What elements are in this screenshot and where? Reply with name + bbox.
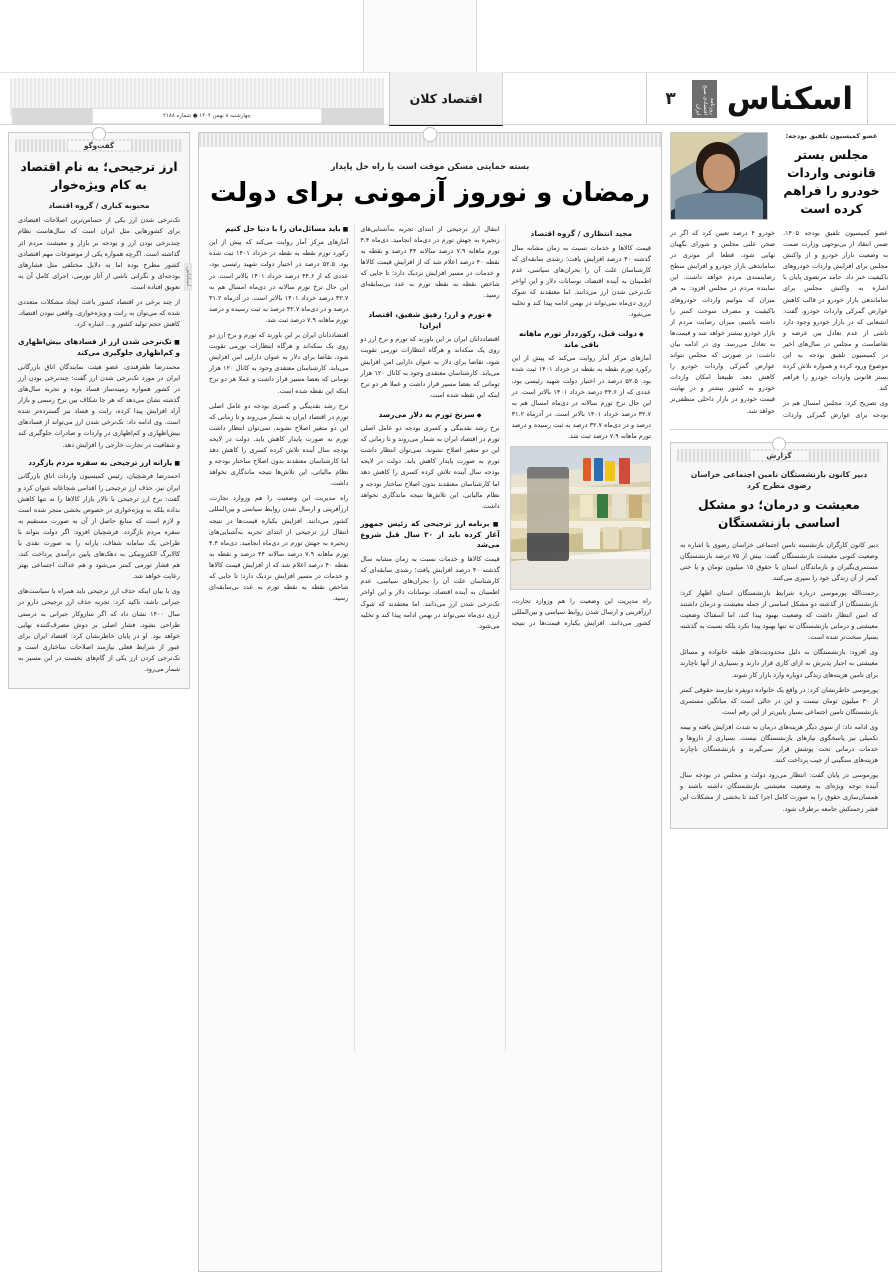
card-tab-strip <box>677 449 881 462</box>
paragraph: اقتصاددانان ایران بر این باورند که تورم و نرخ ارز دو روی یک سکه‌اند و هرگاه انتظارات تورمی تقویت شود، تقاضا برای دلار به عنوان دارایی امن افزایش می‌یابد. کارشناسان معتقدی وجود به کانال ۱۲۰ هزار تومانی که بعضا مسیر قرار داشت و عملا هر دو نرخ اینکه این نقطه شده است. <box>360 335 500 399</box>
feature-kicker: بسته حمایتی مسکن موقت است یا راه حل پایدار <box>330 161 530 171</box>
paragraph: وی ادامه داد: از سوی دیگر هزینه‌های درمان به شدت افزایش یافته و بیمه تکمیلی نیز پاسخگوی نیازهای بازنشستگان نیست. بسیاری از داروها و خدمات درمانی تحت پوشش قرار نمی‌گیرند و بازنشستگان ناچارند هزینه‌های سنگینی از جیب پرداخت کنند. <box>680 722 878 765</box>
column-left <box>8 132 190 1272</box>
date-bar-block-right <box>322 108 384 124</box>
mp-portrait-photo <box>670 132 768 220</box>
card-tab-strip <box>15 139 183 152</box>
product-package <box>619 458 630 484</box>
paragraph: وی تصریح کرد: مجلس امسال هم در بودجه برای عوارض گمرکی واردات خودرو ۴ درصد تعیین کرد که اگر در صحن علنی مجلس و شورای نگهبان نهایی شود، قطعا اثر موثری در ساماندهی بازار خودرو و افزایش سطح رضایتمندی مردم خواهد داشت. این نماینده مردم در مجلس افزود: به هر میزان که بتوانیم واردات خودروهای باکیفیت و مصرف سوخت کمتر را داشته باشیم، میزان رضایت مردم از بازار خودرو بیشتر خواهد شد و قیمت‌ها به تعادل می‌رسد. وی در ادامه بیان داشت: در صورتی که مجلس بتواند عوارض گمرکی واردات خودرو را کاهش دهد، طبیعتا امکان واردات خودرو به کشور بیشتر و در نهایت قیمت خودرو در بازار داخلی منطقی‌تر خواهد شد. <box>670 229 888 419</box>
top-right-kicker: عضو کمیسیون تلفیق بودجه: <box>785 132 878 140</box>
report-kicker: دبیر کانون بازنشستگان تامین اجتماعی خراسان رضوی مطرح کرد <box>690 469 868 491</box>
page-top-strip <box>0 0 896 72</box>
product-package <box>612 493 626 519</box>
paragraph: راه مدیریت این وضعیت را هم وزوارد تجارت، ارزآفرینی و ارسال شدن روابط سیاسی و بین‌المللی کشور می‌دانند. افزایش یکباره قیمت‌ها در نتیجه انتقال ارز ترجیحی از ابتدای تجربه به‌آشنایی‌های زنجیره به جهش تورم در دی‌ماه انجامید. دی‌ماه ۴.۴ تورم ماهانه ۷.۹ درصد سالانه ۴۴ درصد و نقطه به نقطه ۴۰ درصد اعلام شد که از افزایش قیمت کالاها و خدمات در مسیر افزایش نزدیک دارد؛ تا جایی که شاخص نقطه به نقطه تورم به عدد بی‌سابقه‌ای رسید. <box>360 224 651 628</box>
feature-headline: رمضان و نوروز آزمونی برای دولت <box>209 178 651 208</box>
top-right-body <box>670 228 888 421</box>
report-card <box>670 442 888 829</box>
paragraph: وی با بیان اینکه حذف ارز ترجیحی باید همراه با سیاست‌های جبرانی باشد، تاکید کرد: تجربه حذف ارز ترجیحی دارو در سال ۱۴۰۰ نشان داد که اگر سازوکار جبرانی به درستی طراحی نشود، فشار اصلی بر دوش مصرف‌کننده نهایی خواهد بود. او در پایان خاطرنشان کرد: اقتصاد ایران برای عبور از شرایط فعلی نیازمند اصلاحات ساختاری است و تک‌نرخی کردن ارز یکی از گام‌های نخست در این مسیر به شمار می‌رود. <box>18 587 180 674</box>
opinion-bullet-title: ■ تک‌نرخی شدن ارز از فسادهای بیش‌اظهاری و کم‌اظهاری جلوگیری می‌کند <box>18 337 180 359</box>
report-tab-label: گزارش <box>750 451 807 460</box>
feature-pin-icon <box>423 127 438 142</box>
product-package <box>605 461 615 481</box>
top-notch <box>363 0 477 72</box>
opinion-byline: محبوبه کباری / گروه اقتصاد <box>48 201 150 211</box>
masthead-vertical-tag: روزنامه اقتصادی صبح ایران <box>692 80 717 118</box>
issue-date: چهارشنبه ۸ بهمن ۱۴۰۴ ● شماره ۲۱۸۸ <box>92 108 322 124</box>
page-number: ۳ <box>665 89 676 109</box>
column-center <box>198 132 662 1272</box>
feature-subhead: ◆ تورم و ارز؛ رفیق شفیق، اقتصاد ایران! <box>360 309 499 331</box>
paragraph: عضو کمیسیون تلفیق بودجه ۱۴۰۵، ضمن انتقاد از بی‌توجهی وزارت صمت به وضعیت بازار خودرو و از واکنش مجلس برای افزایش واردات خودروهای باکیفیت خبر داد. حامد مرتضوی پایان با اشاره به واکنش مجلس برای ساماندهی بازار خودرو در قالب کاهش عوارض گمرکی واردات خودرو، گفت: انشعابی که در بازار خودرو وجود دارد ناشی از عدم تعادل بین عرضه و تقاضاست و مجلس در سال‌های اخیر در کمیسیون تلفیق بودجه به این موضوع ورود کرده و همواره تلاش کرده بستر قانونی واردات خودرو را فراهم کند. <box>783 229 888 393</box>
product-package <box>597 494 608 518</box>
side-vertical-label: اسکناس <box>184 263 192 291</box>
top-right-text <box>775 132 888 218</box>
masthead-wordmark: اسکناس <box>726 80 853 117</box>
section-tab-macroeconomy[interactable]: اقتصاد کلان <box>389 72 503 126</box>
paragraph: قیمت کالاها و خدمات نسبت به زمان مشابه سال گذشته ۴۰ درصد افزایش یافت؛ رشدی سابقه‌ای که کارشناسان علت آن را بحران‌های سیاسی، عدم اطمینان به آینده اقتصاد، نوسانات دلار و این اواخر تک‌نرخی شدن ارز می‌دانند. اما معتقدند که شوک ارزی دی‌ماه نمی‌تواند در بهمن ادامه پیدا کند و تخلیه می‌شود. <box>360 555 500 630</box>
opinion-card <box>8 132 190 689</box>
page-content <box>0 132 896 1272</box>
supermarket-photo <box>510 446 651 590</box>
paragraph: اقتصاددانان ایران بر این باورند که تورم و نرخ ارز دو روی یک سکه‌اند و هرگاه انتظارات تورمی تقویت شود، تقاضا برای دلار به عنوان دارایی امن افزایش می‌یابد. کارشناسان معتقدی وجود به کانال ۱۲۰ هزار تومانی که بعضا مسیر قرار داشت و عملا هر دو نرخ اینکه این نقطه شده است. <box>209 331 349 395</box>
product-package <box>580 495 593 516</box>
feature-subhead: ■ برنامه ارز ترجیحی که رئیس جمهور آغاز کرده باید از ۳۰ سال قبل شروع می‌شد <box>360 519 499 551</box>
paragraph: از چند برخی در اقتصاد کشور باعث ایجاد مشکلات متعددی شده که می‌توان به رانت و ویژه‌خواری، واقعی نبودن اقتصاد، کاهش حجم تولید کشور و... اشاره کرد. <box>18 298 180 329</box>
paragraph: راه مدیریت این وضعیت را هم وزوارد تجارت، ارزآفرینی و ارسال شدن روابط سیاسی و بین‌المللی کشور می‌دانند. افزایش یکباره قیمت‌ها در نتیجه انتقال ارز ترجیحی از ابتدای تجربه به‌آشنایی‌های زنجیره به جهش تورم در دی‌ماه انجامید. دی‌ماه ۴.۴ تورم ماهانه ۷.۹ درصد سالانه ۴۴ درصد و نقطه به نقطه ۴۰ درصد اعلام شد که از افزایش قیمت کالاها و خدمات در مسیر افزایش نزدیک دارد؛ تا جایی که شاخص نقطه به نقطه تورم به عدد بی‌سابقه‌ای رسید. <box>209 494 349 603</box>
product-package <box>603 527 620 550</box>
top-right-story <box>670 132 888 220</box>
product-package <box>629 495 642 518</box>
paragraph: پورموسی در پایان گفت: انتظار می‌رود دولت و مجلس در بودجه سال آینده توجه ویژه‌ای به وضعیت معیشتی بازنشستگان داشته باشند و همسان‌سازی حقوق را به صورت کامل اجرا کنند تا بخشی از مشکلات این قشر زحمتکش جامعه برطرف شود. <box>680 771 878 813</box>
feature-columns <box>209 224 651 1052</box>
date-bar-block-left <box>12 108 92 124</box>
paragraph: دبیر کانون کارگران بازنشسته تامین اجتماعی خراسان رضوی با اشاره به وضعیت کنونی معیشت بازنشستگان گفت: بیش از ۷۵ درصد بازنشستگان مستمری‌بگیران و بازماندگان استان با حقوق ۱۵ میلیون تومان و یا حتی کمتر از آن زندگی خود را سپری می‌کنند. <box>680 540 878 582</box>
top-right-headline: مجلس بستر قانونی واردات خودرو را فراهم کرده است <box>783 146 880 216</box>
paragraph: قیمت کالاها و خدمات نسبت به زمان مشابه سال گذشته ۴۰ درصد افزایش یافت؛ رشدی سابقه‌ای که کارشناسان علت آن را بحران‌های سیاسی، عدم اطمینان به آینده اقتصاد، نوسانات دلار و این اواخر تک‌نرخی شدن ارز می‌دانند. اما معتقدند که شوک ارزی دی‌ماه نمی‌تواند در بهمن ادامه پیدا کند و تخلیه می‌شود. <box>511 243 651 319</box>
feature-subhead: ◆ سرنخ تورم به دلار می‌رسد <box>360 409 499 420</box>
paragraph: احمدرضا فرشچیان، رئیس کمیسیون واردات اتاق بازرگانی ایران نیز، حذف ارز ترجیحی را اقدامی شجاعانه عنوان کرد و گفت: نرخ ارز ترجیحی با تالار بازار کالاها را نه تنها کاهش نداده بلکه به ویژه‌خواری در خصوص بخشی منجر شده است و لازم است که منابع حاصل از آن به صورت مستقیم به سفره مردم بازگردد. فرشچیان افزود: اگر دولت بتواند با طراحی یک سامانه شفاف، یارانه را به صورت نقدی یا کالابرگ الکترونیکی به دهک‌های پایین درآمدی پرداخت کند، هم فشار تورمی کمتر می‌شود و هم عدالت اجتماعی بهتر رعایت خواهد شد. <box>18 472 180 581</box>
paragraph: نرخ رشد نقدینگی و کسری بودجه دو عامل اصلی تورم در اقتصاد ایران به شمار می‌روند و تا زمانی که این دو متغیر اصلاح نشوند، نمی‌توان انتظار داشت تورم به صورت پایدار کاهش یابد. دولت در لایحه بودجه سال آینده تلاش کرده کسری را کاهش دهد اما کارشناسان معتقدند بدون اصلاح ساختار بودجه و نظام مالیاتی، این تلاش‌ها نتیجه ماندگاری نخواهد داشت. <box>360 424 500 510</box>
masthead-rule <box>0 124 896 125</box>
opinion-bullet-title: ■ یارانه ارز ترجیحی به سفره مردم بازگردد <box>18 458 180 469</box>
product-package <box>583 527 600 550</box>
product-package <box>622 527 642 550</box>
opinion-headline: ارز ترجیحی؛ به نام اقتصاد به کام ویژه‌خوار <box>20 160 178 192</box>
paragraph: آمارهای مرکز آمار روایت می‌کند که پیش از این رکورد تورم نقطه به نقطه در خرداد ۱۴۰۱ ثبت شده بود. ۵۲.۵ درصد در اختیار دولت شهید رئیسی بود، عددی که از ۴۴.۶ درصد خرداد ۱۴۰۱ بالاتر است. در این حال نرخ تورم سالانه در دی‌ماه امسال هم به ۳۲.۷ درصد خرداد ۱۴۰۱ بالاتر است. در آذرماه ۳۱.۲ درصد و در دی‌ماه ۳۲.۷ درصد به ثبت رسیده و درصد تورم ماهانه ۷.۹ درصد ثبت شد. <box>511 354 652 441</box>
page-footer-space <box>0 1272 896 1280</box>
product-package <box>594 458 602 481</box>
shopping-cart <box>527 467 569 561</box>
paragraph: پورموسی خاطرنشان کرد: در واقع یک خانواده دونفره نیازمند حقوقی کمتر از ۳۰ میلیون تومان نیست و این در حالی است که میانگین مستمری بازنشستگان تامین اجتماعی بسیار پایین‌تر از این رقم است. <box>680 685 878 716</box>
opinion-tab-label: گفت‌وگو <box>68 141 130 150</box>
report-headline: معیشت و درمان؛ دو مشکل اساسی بازنشستگان <box>698 498 860 530</box>
product-package <box>583 458 591 481</box>
masthead <box>646 73 868 125</box>
paragraph: محمدرضا ظفرقندی، عضو هیئت نمایندگان اتاق بازرگانی ایران در مورد تک‌نرخی شدن ارز گفت: چندنرخی بودن ارز در کشور همواره زمینه‌ساز فساد بوده و تجربه سال‌های گذشته نشان می‌دهد که هر جا شکاف بین نرخ رسمی و بازار آزاد افزایش پیدا کرده، رانت و فساد نیز گسترده‌تر شده است. وی ادامه داد: تک‌نرخی شدن ارز می‌تواند از فسادهای بیش‌اظهاری و کم‌اظهاری در واردات و صادرات جلوگیری کند و شفافیت در تجارت خارجی را افزایش دهد. <box>18 362 180 449</box>
feature-subhead: ◆ دولت قبل، رکورددار تورم ماهانه باقی ماند <box>512 328 651 350</box>
feature-subhead: ■ باید مسائل‌مان را با دنیا حل کنیم <box>209 224 348 235</box>
portrait-shirt <box>675 193 763 219</box>
paragraph: آمارهای مرکز آمار روایت می‌کند که پیش از این رکورد تورم نقطه به نقطه در خرداد ۱۴۰۱ ثبت شده بود. ۵۲.۵ درصد در اختیار دولت شهید رئیسی بود، عددی که از ۴۴.۶ درصد خرداد ۱۴۰۱ بالاتر است. در این حال نرخ تورم سالانه در دی‌ماه امسال هم به ۳۲.۷ درصد خرداد ۱۴۰۱ بالاتر است. در آذرماه ۳۱.۲ درصد و در دی‌ماه ۳۲.۷ درصد به ثبت رسیده و درصد تورم ماهانه ۷.۹ درصد ثبت شد. <box>209 238 349 324</box>
feature-article <box>198 132 662 1272</box>
date-bar <box>12 108 384 124</box>
feature-byline: مجید انتظاری / گروه اقتصاد <box>530 228 633 238</box>
section-divider <box>670 429 888 430</box>
paragraph: نرخ رشد نقدینگی و کسری بودجه دو عامل اصلی تورم در اقتصاد ایران به شمار می‌روند و تا زمانی که این دو متغیر اصلاح نشوند، نمی‌توان انتظار داشت تورم به صورت پایدار کاهش یابد. دولت در لایحه بودجه سال آینده تلاش کرده کسری را کاهش دهد اما کارشناسان معتقدند بدون اصلاح ساختار بودجه و نظام مالیاتی، این تلاش‌ها نتیجه ماندگاری نخواهد داشت. <box>209 401 349 488</box>
paragraph: تک‌نرخی شدن ارز یکی از حساس‌ترین اصلاحات اقتصادی برای کشورهایی مثل ایران است که سال‌هاست نظام چندنرخی بودن ارز و بودجه بر بازار و معیشت مردم اثر گذاشته است. اگرچه همواره یکی از موضوعات مهم اقتصادی کشور مطرح بوده اما به دلایل مختلفی مثل فشارهای بودجه‌ای و نگرانی ناشی از آثار تورمی، اجرای کامل آن به تعویق افتاده است. <box>18 216 180 291</box>
column-right <box>670 132 888 1272</box>
paragraph: وی افزود: بازنشستگان به دلیل محدودیت‌های طبقه خانواده و مسائل معیشتی به اجبار پذیرش به ازای کاری قرار دارند و بسیاری از آنها ناچارند برای تامین هزینه‌های زندگی دوباره وارد بازار کار شوند. <box>680 648 878 679</box>
portrait-face <box>703 154 736 192</box>
paragraph: رحمت‌الله پورموسی درباره شرایط بازنشستگان استان اظهار کرد: بازنشستگان از گذشته دو مشکل اساسی از جمله معیشت و درمان داشتند که امین انتظار داشت که وضعیت بهبود پیدا کند، اما اسفناک وضعیت معیشتی و درمانی بازنشستگان نه تنها بهبود پیدا نکرد بلکه نسبت به گذشته بسیار سخت‌تر شده است. <box>680 588 878 642</box>
